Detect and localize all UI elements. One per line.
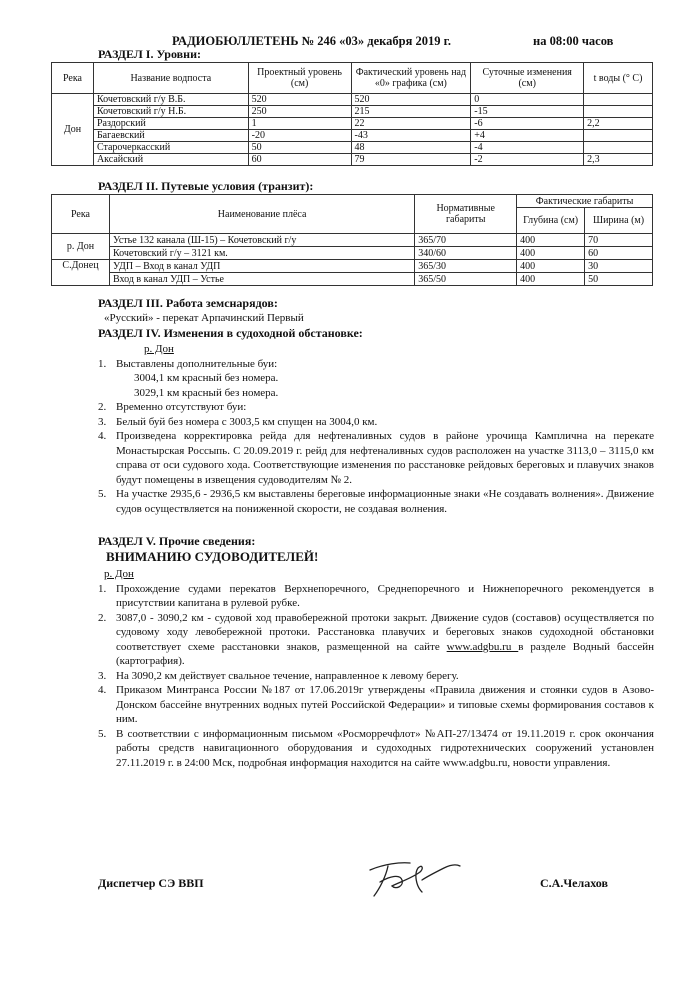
levels-header-row: [52, 63, 653, 94]
col-reach-name: Наименование плёса: [109, 195, 414, 234]
col-actual-dimensions: Фактические габариты: [517, 195, 653, 208]
list-item: 3029,1 км красный без номера.: [134, 386, 279, 399]
table-row: [52, 142, 653, 154]
daily-change: -6: [471, 118, 584, 130]
design-level: 250: [248, 106, 351, 118]
section4-heading: РАЗДЕЛ IV. Изменения в судоходной обстановке:: [98, 326, 363, 340]
handwritten-signature: [366, 856, 462, 900]
design-level: 60: [248, 154, 351, 166]
section5-heading: РАЗДЕЛ V. Прочие сведения:: [98, 534, 256, 548]
actual-level: -43: [351, 130, 471, 142]
list-item: 4. Приказом Минтранса России №187 от 17.06.2019г утверждены «Правила движения и стоянки судов в Азово-Донском бассейне внутренних водных путей Российской Федерации» и типовые схемы формирования составов к ним.: [98, 684, 654, 725]
actual-level: 48: [351, 142, 471, 154]
col-post: Название водпоста: [93, 63, 248, 94]
dispatcher-title: Диспетчер СЭ ВВП: [98, 876, 204, 890]
depth: 400: [517, 247, 585, 260]
depth: 400: [517, 273, 585, 286]
daily-change: -4: [471, 142, 584, 154]
list-item: 5. На участке 2935,6 - 2936,5 км выставлены береговые информационные знаки «Не создавать волнения». Движение судов осуществляется на пониженной скорости, не создавая волнения.: [98, 488, 654, 515]
list-item: 1. Прохождение судами перекатов Верхнепоречного, Среднепоречного и Нижнепоречного рекомендуется в присутствии капитана в рулевой рубке.: [98, 582, 654, 609]
list-item: 1. Выставлены дополнительные буи:: [98, 357, 278, 370]
post-name: Багаевский: [93, 130, 248, 142]
bulletin-title: РАДИОБЮЛЛЕТЕНЬ № 246 «03» декабря 2019 г.: [172, 34, 452, 48]
water-temp: 2,3: [584, 154, 653, 166]
col-depth: Глубина (см): [517, 208, 585, 234]
dredger-line: «Русский» - перекат Арпачинский Первый: [104, 312, 304, 324]
table-row: [52, 247, 653, 260]
col-water-temp: t воды (° C): [584, 63, 653, 94]
col-daily-change: Суточные изменения (см): [471, 63, 584, 94]
post-name: Кочетовский г/у Н.Б.: [93, 106, 248, 118]
list-item: 3004,1 км красный без номера.: [134, 372, 279, 384]
river-cell: р. Дон: [52, 234, 110, 260]
normative: 365/70: [415, 234, 517, 247]
section5-body: [98, 567, 654, 770]
daily-change: -2: [471, 154, 584, 166]
signatory-name: С.А.Челахов: [540, 876, 608, 890]
table-row: [52, 260, 653, 273]
depth: 400: [517, 260, 585, 273]
section3-heading: РАЗДЕЛ III. Работа земснарядов:: [98, 296, 278, 310]
item-text: в разделе Водный бассейн (картография).: [116, 640, 654, 667]
item-text: Произведена корректировка рейда для нефтеналивных судов в районе урочища Камплична на перекате Монастырская Россыпь. С 20.09.2019 г. рейд для нефтеналивных судов расположен на участке 3113,0 – 3115,0 км справа от оси судового хода. Соответствующие изменения по расстановке рейдовых береговых и плавучих знаков будут помещены в извещения судоводителям № 2.: [116, 430, 654, 486]
list-item: 2. 3087,0 - 3090,2 км - судовой ход правобережной протоки закрыт. Движение судов (составов) осуществляется по судовому ходу левобережной протоки. Расстановка плавучих и береговых знаков судоходной обстановки соответствует схеме расстановки знаков, размещенной на сайте www.adgbu.ru в разделе Водный бассейн (картография).: [98, 611, 654, 667]
list-item: 4. Произведена корректировка рейда для нефтеналивных судов в районе урочища Камплична на перекате Монастырская Россыпь. С 20.09.2019 г. рейд для нефтеналивных судов расположен на участке 3113,0 – 3115,0 км справа от оси судового хода. Соответствующие изменения по расстановке рейдовых береговых и плавучих знаков будут помещены в извещения судоводителям № 2.: [98, 430, 654, 486]
normative: 365/50: [415, 273, 517, 286]
list-item: 3. На 3090,2 км действует свальное течение, направленное к левому берегу.: [98, 669, 459, 682]
actual-level: 215: [351, 106, 471, 118]
list-item: 3. Белый буй без номера с 3003,5 км спущен на 3004,0 км.: [98, 415, 378, 428]
table-row: [52, 94, 653, 106]
table-row: [52, 154, 653, 166]
post-name: Кочетовский г/у В.Б.: [93, 94, 248, 106]
table-row: [52, 106, 653, 118]
water-temp: [584, 130, 653, 142]
section2-heading: РАЗДЕЛ II. Путевые условия (транзит):: [98, 179, 314, 193]
item-text: В соответствии с информационным письмом «Росморречфлот» №АП-27/13474 от 19.11.2019 г. срок окончания работы средств навигационного оборудования и судоходных гидротехнических сооружений установлен 27.11.2019 г. в 24:00 Мск, подробная информация находится на сайте www.adgbu.ru, новости управления.: [116, 727, 654, 769]
bulletin-time: на 08:00 часов: [533, 34, 614, 48]
item-text: 3087,0 - 3090,2 км - судовой ход правобережной протоки закрыт. Движение судов (составов) осуществляется по судовому ходу левобережной протоки. Расстановка плавучих и береговых знаков судоходной обстановки соответствует схеме расстановки знаков, размещенной на сайте: [116, 611, 654, 653]
reach-name: Устье 132 канала (Ш-15) – Кочетовский г/у: [109, 234, 414, 247]
item-text: Временно отсутствуют буи:: [116, 401, 247, 413]
table-row: [52, 130, 653, 142]
width: 50: [585, 273, 653, 286]
section1-heading: РАЗДЕЛ I. Уровни:: [98, 47, 201, 61]
item-text: На 3090,2 км действует свальное течение, направленное к левому берегу.: [116, 669, 459, 682]
col-width: Ширина (м): [585, 208, 653, 234]
transit-table: [51, 194, 653, 286]
transit-header-row: [52, 195, 653, 208]
col-design-level: Проектный уровень (см): [248, 63, 351, 94]
item-text: Белый буй без номера с 3003,5 км спущен на 3004,0 км.: [116, 415, 378, 428]
post-name: Старочеркасский: [93, 142, 248, 154]
item-text: Прохождение судами перекатов Верхнепоречного, Среднепоречного и Нижнепоречного рекомендуется в присутствии капитана в рулевой рубке.: [116, 582, 654, 609]
section4-body: [98, 342, 654, 516]
water-temp: [584, 142, 653, 154]
levels-table: [51, 62, 653, 166]
depth: 400: [517, 234, 585, 247]
col-actual-level: Фактический уровень над «0» графика (см): [351, 63, 471, 94]
river-cell: Дон: [52, 94, 94, 166]
post-name: Раздорский: [93, 118, 248, 130]
item-text: Выставлены дополнительные буи:: [116, 357, 278, 370]
col-river: Река: [52, 195, 110, 234]
col-normative: Нормативные габариты: [415, 195, 517, 234]
design-level: -20: [248, 130, 351, 142]
water-temp: [584, 94, 653, 106]
normative: 365/30: [415, 260, 517, 273]
actual-level: 22: [351, 118, 471, 130]
reach-name: УДП – Вход в канал УДП: [109, 260, 414, 273]
river-cell: С.Донец: [52, 260, 110, 286]
normative: 340/60: [415, 247, 517, 260]
post-name: Аксайский: [93, 154, 248, 166]
reach-name: Кочетовский г/у – 3121 км.: [109, 247, 414, 260]
daily-change: 0: [471, 94, 584, 106]
website-link[interactable]: www.adgbu.ru: [446, 640, 519, 653]
item-text: На участке 2935,6 - 2936,5 км выставлены береговые информационные знаки «Не создавать волнения». Движение судов осуществляется на пониженной скорости, не создавая волнения.: [116, 488, 654, 515]
reach-name: Вход в канал УДП – Устье: [109, 273, 414, 286]
water-temp: 2,2: [584, 118, 653, 130]
design-level: 520: [248, 94, 351, 106]
actual-level: 79: [351, 154, 471, 166]
item-text: Приказом Минтранса России №187 от 17.06.2019г утверждены «Правила движения и стоянки судов в Азово-Донском бассейне внутренних водных путей Российской Федерации» и типовые схемы формирования составов к ним.: [116, 684, 654, 725]
daily-change: +4: [471, 130, 584, 142]
actual-level: 520: [351, 94, 471, 106]
width: 30: [585, 260, 653, 273]
table-row: [52, 118, 653, 130]
section4-river: р. Дон: [144, 343, 174, 355]
list-item: 5. В соответствии с информационным письмом «Росморречфлот» №АП-27/13474 от 19.11.2019 г. срок окончания работы средств навигационного оборудования и судоходных гидротехнических сооружений установлен 27.11.2019 г. в 24:00 Мск, подробная информация находится на сайте www.adgbu.ru, новости управления.: [98, 727, 654, 769]
table-row: [52, 234, 653, 247]
col-river: Река: [52, 63, 94, 94]
width: 70: [585, 234, 653, 247]
section5-river: р. Дон: [104, 568, 134, 580]
design-level: 1: [248, 118, 351, 130]
design-level: 50: [248, 142, 351, 154]
width: 60: [585, 247, 653, 260]
daily-change: -15: [471, 106, 584, 118]
attention-heading: ВНИМАНИЮ СУДОВОДИТЕЛЕЙ!: [106, 549, 319, 564]
water-temp: [584, 106, 653, 118]
table-row: [52, 273, 653, 286]
list-item: 2. Временно отсутствуют буи:: [98, 401, 247, 413]
